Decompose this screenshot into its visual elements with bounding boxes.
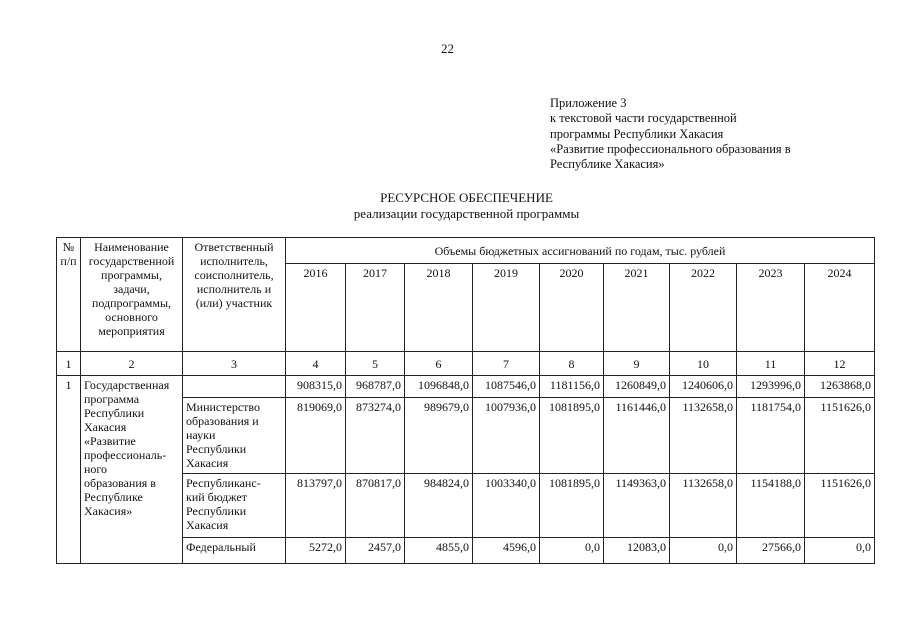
year-header: 2022 <box>670 264 737 352</box>
value-cell: 1081895,0 <box>540 398 604 474</box>
value-cell: 908315,0 <box>286 376 346 398</box>
value-cell: 873274,0 <box>346 398 405 474</box>
column-numbers-row <box>57 352 875 376</box>
header-num: № п/п <box>57 238 81 352</box>
value-cell: 4596,0 <box>473 538 540 564</box>
value-cell: 1096848,0 <box>405 376 473 398</box>
entry-num: 1 <box>57 376 81 564</box>
value-cell: 870817,0 <box>346 474 405 538</box>
year-header: 2016 <box>286 264 346 352</box>
value-cell: 1003340,0 <box>473 474 540 538</box>
value-cell: 0,0 <box>540 538 604 564</box>
column-number: 3 <box>183 352 286 376</box>
value-cell: 984824,0 <box>405 474 473 538</box>
appendix-line: «Развитие профессионального образования в <box>550 141 791 156</box>
value-cell: 819069,0 <box>286 398 346 474</box>
value-cell: 813797,0 <box>286 474 346 538</box>
header-responsible: Ответственный исполнитель, соисполнитель, исполнитель и (или) участник <box>183 238 286 352</box>
value-cell: 1132658,0 <box>670 398 737 474</box>
value-cell: 1181754,0 <box>737 398 805 474</box>
value-cell: 989679,0 <box>405 398 473 474</box>
value-cell: 1151626,0 <box>805 398 875 474</box>
value-cell: 1260849,0 <box>604 376 670 398</box>
column-number: 12 <box>805 352 875 376</box>
year-header: 2018 <box>405 264 473 352</box>
value-cell: 1087546,0 <box>473 376 540 398</box>
appendix-line: к текстовой части государственной <box>550 111 737 126</box>
value-cell: 2457,0 <box>346 538 405 564</box>
value-cell: 12083,0 <box>604 538 670 564</box>
column-number: 11 <box>737 352 805 376</box>
table-body <box>57 376 875 564</box>
value-cell: 4855,0 <box>405 538 473 564</box>
value-cell: 5272,0 <box>286 538 346 564</box>
title-line-2: реализации государственной программы <box>353 206 580 221</box>
value-cell: 0,0 <box>670 538 737 564</box>
table-row <box>57 376 875 398</box>
value-cell: 1154188,0 <box>737 474 805 538</box>
value-cell: 1181156,0 <box>540 376 604 398</box>
header-volumes: Объемы бюджетных ассигнований по годам, тыс. рублей <box>286 238 875 264</box>
column-number: 9 <box>604 352 670 376</box>
value-cell: 1132658,0 <box>670 474 737 538</box>
column-number: 6 <box>405 352 473 376</box>
value-cell: 0,0 <box>805 538 875 564</box>
column-number: 2 <box>81 352 183 376</box>
appendix-line: программы Республики Хакасия <box>550 126 724 141</box>
responsible-cell: Федеральный <box>183 538 286 564</box>
year-header: 2023 <box>737 264 805 352</box>
document-title <box>0 190 905 222</box>
responsible-cell <box>183 376 286 398</box>
column-number: 4 <box>286 352 346 376</box>
header-name: Наименование государственной программы, задачи, подпрограммы, основного мероприятия <box>81 238 183 352</box>
value-cell: 1263868,0 <box>805 376 875 398</box>
appendix-line: Республике Хакасия» <box>550 157 665 172</box>
column-number: 10 <box>670 352 737 376</box>
responsible-cell: Республиканс- кий бюджет Республики Хакасия <box>183 474 286 538</box>
value-cell: 1161446,0 <box>604 398 670 474</box>
year-header: 2021 <box>604 264 670 352</box>
value-cell: 1149363,0 <box>604 474 670 538</box>
value-cell: 968787,0 <box>346 376 405 398</box>
value-cell: 1081895,0 <box>540 474 604 538</box>
year-header: 2019 <box>473 264 540 352</box>
appendix-line: Приложение 3 <box>550 96 627 110</box>
value-cell: 1007936,0 <box>473 398 540 474</box>
appendix-caption <box>550 96 791 172</box>
column-number: 8 <box>540 352 604 376</box>
resource-table <box>56 237 875 564</box>
value-cell: 1240606,0 <box>670 376 737 398</box>
responsible-cell: Министерство образования и науки Республики Хакасия <box>183 398 286 474</box>
year-header: 2024 <box>805 264 875 352</box>
column-number: 1 <box>57 352 81 376</box>
title-line-1: РЕСУРСНОЕ ОБЕСПЕЧЕНИЕ <box>380 190 553 205</box>
entry-name: Государственная программа Республики Хакасия «Развитие профессиональ- ного образования в Республике Хакасия» <box>81 376 183 564</box>
value-cell: 1151626,0 <box>805 474 875 538</box>
column-number: 5 <box>346 352 405 376</box>
year-header: 2017 <box>346 264 405 352</box>
year-header: 2020 <box>540 264 604 352</box>
column-number: 7 <box>473 352 540 376</box>
page-number: 22 <box>441 41 454 56</box>
value-cell: 1293996,0 <box>737 376 805 398</box>
value-cell: 27566,0 <box>737 538 805 564</box>
